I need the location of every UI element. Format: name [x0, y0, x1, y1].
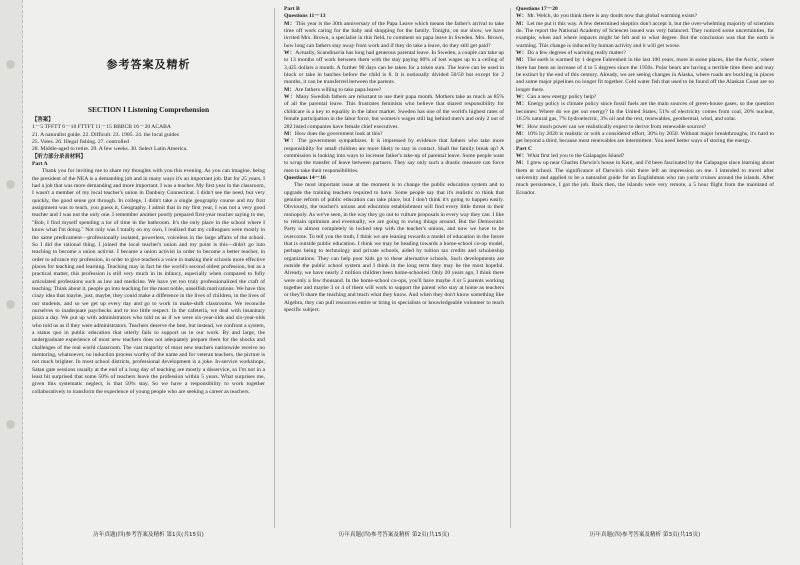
dialogue-text: Let me put it this way. A few determined skeptics don't accept it, but the over-whelming majority of scientists do. The report the National Academy of Sciences issued was very balanced. They noticed some uncertainties, for example, when and where impacts might be felt and to what degree. But the conclusion was that the earth is warming. This change is induced by human activity and it will get worse. [516, 20, 774, 49]
dialogue-17-20 [516, 13, 774, 145]
answer-line: 1－5 TFFTT 6－10 FTTFT 11－15 BBBCB 16－20 ACABA [32, 124, 171, 131]
part-a-heading: Part A [32, 161, 48, 168]
dialogue-text: What first led you to the Galapagos Island? [527, 152, 625, 159]
dialogue-text: Can a new energy policy help? [527, 94, 597, 101]
speaker-label: M： [516, 20, 528, 27]
column-3 [516, 6, 774, 524]
dialogue-text: 10% by 2020 is realistic or with a considered effort, 30% by 2050. Without major breakthroughs, it's hard to get beyond a third, because most renewables are intermittent. You need better ways of storing the energy. [516, 130, 774, 145]
part-c-heading: Part C [516, 145, 532, 152]
column-divider [510, 8, 511, 528]
dialogue-line [516, 131, 774, 146]
dialogue-text: Actually, Scandinavia has long had generous parental leave. In Sweden, a couple can take up to 13 months off work between them with the stay paying 80% of lost wages up to a ceiling of 3,425 dollars a month. A further 90 days can be taken for a token sum. The leave can be used in block or take in batches before the child is 8. It is notionally divided 50/50 but except for 2 months, it can be transferred between the parents. [284, 50, 504, 86]
dialogue-text: Do a few degrees of warming really matter? [527, 50, 626, 57]
dialogue-text: The government sympathizes. It is impressed by evidence that fathers who take more responsibility for small children are more likely to stay in contact. Shall the family break up? A commission is looking into ways to increase father's take-up of parental leave. Some people want to scrap the transfer of leave between partners. They say only such a drastic measure can force men to take their responsibilities. [284, 138, 504, 174]
column-2 [284, 6, 504, 524]
dialogue-text: The earth is warmed by 1 degree Fahrenheit in the last 100 years, more in some places, like the Arctic, where there has been an increase of 4 to 5 degrees since the 1950s. Polar bears are having a terrible time there and may be extinct by the end of this century. Already, we are seeing changes in Alaska, where roads are buckling in places and some major pipelines no longer fit together. Cold water fish that used to be found off the Alaskan Coast are no longer there. [516, 57, 774, 93]
dialogue-line [284, 138, 504, 175]
binding-margin [0, 0, 23, 565]
dialogue-text: This year is the 30th anniversary of the Papa Leave which means the father's arrival to take time off work caring for the baby and shopping for the family. Tonight, on our show, we have invited Mrs. Brown, a specialist in this field, to comment on papa leave in Sweden. Mrs. Brown, how long can fathers stay away from work and if they do take a leave, do they still get paid? [284, 20, 504, 49]
dialogue-line [516, 57, 774, 94]
answer-line: 25. Votes. 26. Illegal fishing. 27. controlled [32, 139, 129, 146]
dialogue-text: I grew up near Charles Darwin's house in Kent, and I'd been fascinated by the Galapagos since learning about them at school. The significance of Darwin's visit there left an impression on me. I intended to travel after university and applied to be a naturalist guide for an Englishman who ran yacht cruises around the islands. After much persistence, I got the job. Back then, the islands were very remote, a 5 hour flight from the mainland of Ecuador. [516, 160, 774, 196]
page-footer: 历年真题(四)参考答案及精析 第3页(共15页) [589, 532, 701, 538]
dialogue-text: How much power can we realistically expect to derive from renewable sources? [527, 123, 707, 130]
speaker-label: W： [516, 13, 528, 20]
dialogue-text: Energy policy is climate policy since fossil fuels are the main sources of green-house gases, so the question becomes: Where do we get our energy? In the United States, 51% of electricity comes from coal, 20% nuclear, 16.5% natural gas, 7% hydroelectric, 3% oil and the rest, renewables, geothermal, wind, and solar. [516, 101, 774, 123]
dialogue-text: Many Swedish fathers are reluctant to use their papa month. Mothers take as much as 85% of all the parental leave. This frustrates feminists who believe that shared responsibility for childcare is a key to equality in the labor market. Sweden has one of the world's highest rates of female participation in the labor force, but women's wages still lag behind men's and only 2 out of 282 listed companies have female chief executives. [284, 94, 504, 130]
answer-line: 21. A naturalist guide. 22. Difficult. 23. 1985. 24. the local guides [32, 131, 179, 138]
dialogue-text: How does the government look at this? [294, 130, 383, 137]
speaker-label: W： [284, 138, 298, 145]
dialogue-line [516, 13, 774, 20]
dialogue-line [284, 21, 504, 50]
speaker-label: W： [516, 50, 528, 57]
script-heading: 【听力部分录音材料】 [32, 153, 86, 160]
speaker-label: W： [516, 94, 528, 101]
speaker-label: M： [284, 130, 295, 137]
binding-hole-icon [6, 300, 15, 309]
questions-14-16-heading: Questions 14－16 [284, 174, 326, 181]
dialogue-part-c [516, 153, 774, 197]
questions-17-20-heading: Questions 17－20 [516, 6, 558, 12]
speaker-label: W： [516, 152, 528, 159]
dialogue-line [284, 94, 504, 131]
speaker-label: M： [516, 57, 528, 64]
dialogue-line [516, 124, 774, 131]
dialogue-11-13 [284, 21, 504, 175]
binding-hole-icon [6, 60, 15, 69]
dialogue-text: Are fathers willing to take papa leave? [294, 86, 382, 93]
column-1 [32, 6, 265, 524]
dialogue-line [284, 50, 504, 87]
passage-14-16: The most important issue at the moment is to change the public education system and to upgrade the training teachers required to have. Some people say that it's realistic to think that genuine reform of public education can take place, but I don't think it's going to happen easily. Obviously, the teacher's unions and education establishment will find every little threat to their monopoly. As we've seen, in the way they go out to vulture proposals in every way they can. I like to remain optimism and eventually, we are going to swing things around. But the Democratic Party is almost completely in locked step with the teacher's unions, and now we have to be overcome. To tell you the truth, I think we are leaning towards a model of education in the future that is outside public education. I think we may be heading towards a home-school co-op model, perhaps being to technology and private schools, aided by tuition tax credits and scholarship organizations. They can help poor kids go to these alternative schools. Such developments are outside the public school system and I think in the long term they may be the most hopeful. Already, we have nearly 2 million children been home-schooled. Only 20 years ago, I think there were only a few thousand. In the home-school co-ops, you'll have maybe 4 or 5 parents working together and maybe 3 or 4 of them will work to support the parent who stay at home as teachers or they'll share the teaching and teach what they know. And when they don't know something like Algebra, they can pull resources entire or bring in specialists or knowledgeable volunteer to teach specific subject. [284, 182, 504, 314]
speaker-label: M： [516, 101, 528, 108]
speaker-label: W： [284, 50, 296, 57]
dialogue-text: Mr. Welch, do you think there is any doubt now that global warming exists? [527, 13, 698, 20]
section-title: SECTION I Listening Comprehension [87, 105, 210, 114]
binding-hole-icon [6, 180, 15, 189]
column-divider [274, 8, 275, 528]
dialogue-line [516, 160, 774, 197]
answer-heading: 【答案】 [32, 117, 54, 123]
speaker-label: M： [516, 160, 528, 167]
page-title: 参考答案及精析 [106, 58, 191, 71]
binding-hole-icon [6, 420, 15, 429]
dialogue-line [516, 21, 774, 50]
page-footer: 历年真题(四)参考答案及精析 第1页(共15页) [93, 532, 204, 538]
speaker-label: M： [284, 86, 295, 93]
part-a-text: Thank you for inviting me to share my thoughts with you this evening. As you can imagine, being the president of the NEA is a demanding job and in many ways it's an important job. But for 25 years, I had a job that was more demanding and more important. I was a teacher. My first year in the classroom, I wasn't a member of my local teacher's union in Danbury Connecticut. I didn't see the need, but very quickly, the good sense got through. In college, I didn't take a single geography course and my first assignment was to teach, you guess it, Geography. I admit that in my first year, I was not a very good teacher and I was not the only one. I remember another poorly prepared first-year teacher saying to me, "Bob, I find myself spending a lot of time in the bathroom. It's the only place in the school where I know what I'm doing." Not only was I totally on my own, I realized that my colleagues were mostly in the same predicament—professionally isolated, powerless, voiceless in the large affairs of the school. So I did the rational thing. I joined the local teacher's union and my point is this—didn't go into teaching to become a union activist. I became a union activist in order to become a better teacher, in order to advance my profession, in order to give teachers a voice in making their schools more effective places for teaching and learning. Teaching may in fact be the world's second oldest profession, but as a practical matter, this profession is still very much in its infancy, especially when compared to fully articulated professions such as law and medicine. We have yet too truly professionalized the craft of teaching. Think about it, people go into teaching for the most noble, unselfish motivations. We have this crazy idea that maybe, just, maybe, they could make a difference in the lives of children, in the lives of our students, and so we get up every day and go to work in make-shift classrooms. We reconcile ourselves to inadequate paychecks and to too little respect. In the cafeteria, we deal with insanitary pizza a day. We put up with administrators who told us as if we were six-year-olds and six-year-olds who told us as if they were administrators. Teachers deserve the best, but instead, we confront a system, a status quo in public education that utterly fails to support us in our work. By and large, the undergraduate experience of most new teachers does not adequately prepare them for the shocks and challenges of the real world classroom. The vast majority of most new teachers nationwide receive no mentoring, whatsoever, no induction process worthy of the name and for veteran teachers, the picture is not much brighter. In most school districts, professional development is a joke. In-service workshops, Satan gate sessions usually at the end of a long day of teaching are mostly a disservice, so I'm not in a least bit surprised that some 50% of teachers leave the profession within 5 years. What surprises me, given this systematic neglect, is that 50% stay. So we have a responsibility to work together collaboratively to transform the experience of young people who are seeking a career as teachers. [32, 168, 265, 395]
page-footer: 历年真题(四)参考答案及精析 第2页(共15页) [338, 532, 450, 538]
questions-11-13-heading: Questions 11－13 [284, 13, 326, 20]
dialogue-line [516, 50, 774, 57]
speaker-label: M： [516, 130, 528, 137]
speaker-label: W： [284, 94, 296, 101]
dialogue-line [516, 101, 774, 123]
speaker-label: W： [516, 123, 528, 130]
answer-line: 28. Middle-aged to retire. 29. A few weeks. 30. Select Latin America. [32, 146, 188, 153]
part-b-heading: Part B [284, 6, 300, 12]
speaker-label: M： [284, 20, 296, 27]
